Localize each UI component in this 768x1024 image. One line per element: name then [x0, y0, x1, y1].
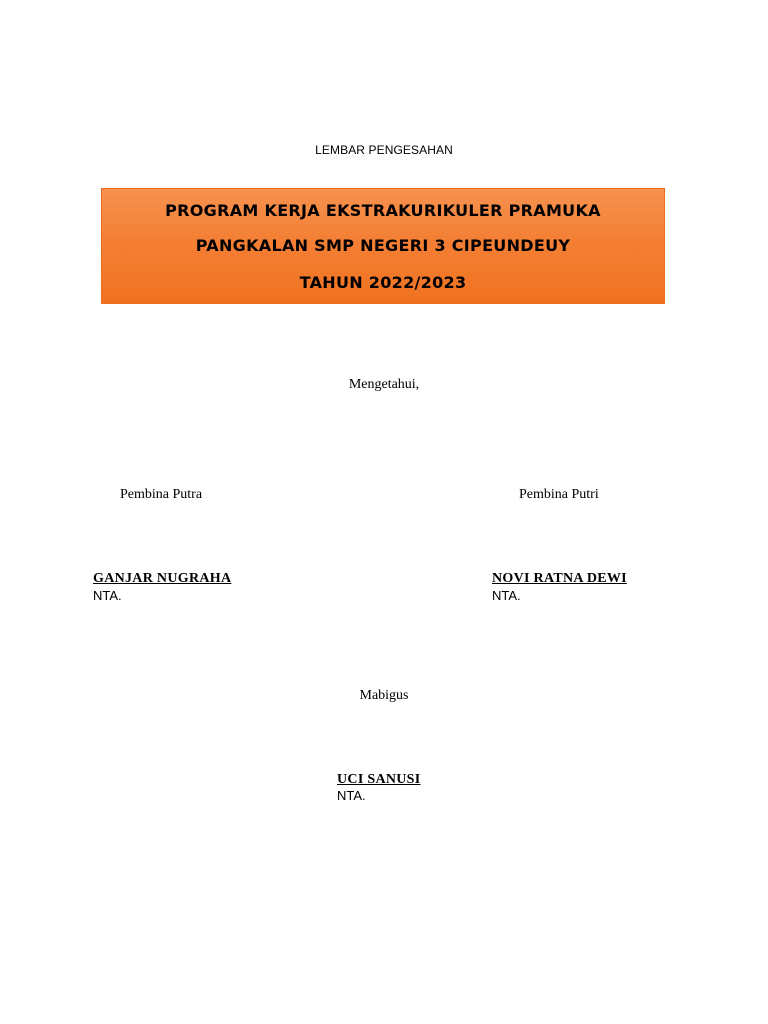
banner-line-year: TAHUN 2022/2023	[299, 273, 467, 292]
signatory-right-nta: NTA.	[492, 588, 521, 603]
acknowledged-label: Mengetahui,	[348, 377, 420, 392]
signatory-left-role: Pembina Putra	[120, 487, 203, 502]
banner-line-program: PROGRAM KERJA EKSTRAKURIKULER PRAMUKA	[165, 201, 601, 220]
signatory-left-nta: NTA.	[93, 588, 122, 603]
page-title: LEMBAR PENGESAHAN	[315, 143, 453, 157]
signatory-center-nta: NTA.	[337, 788, 366, 803]
signatory-left-name: GANJAR NUGRAHA	[93, 571, 232, 586]
signatory-right-name: NOVI RATNA DEWI	[492, 571, 627, 586]
signatory-center-name: UCI SANUSI	[337, 772, 421, 787]
title-banner	[101, 188, 665, 304]
banner-line-school: PANGKALAN SMP NEGERI 3 CIPEUNDEUY	[195, 236, 571, 255]
signatory-center-role: Mabigus	[359, 688, 409, 703]
signatory-right-role: Pembina Putri	[519, 487, 599, 502]
